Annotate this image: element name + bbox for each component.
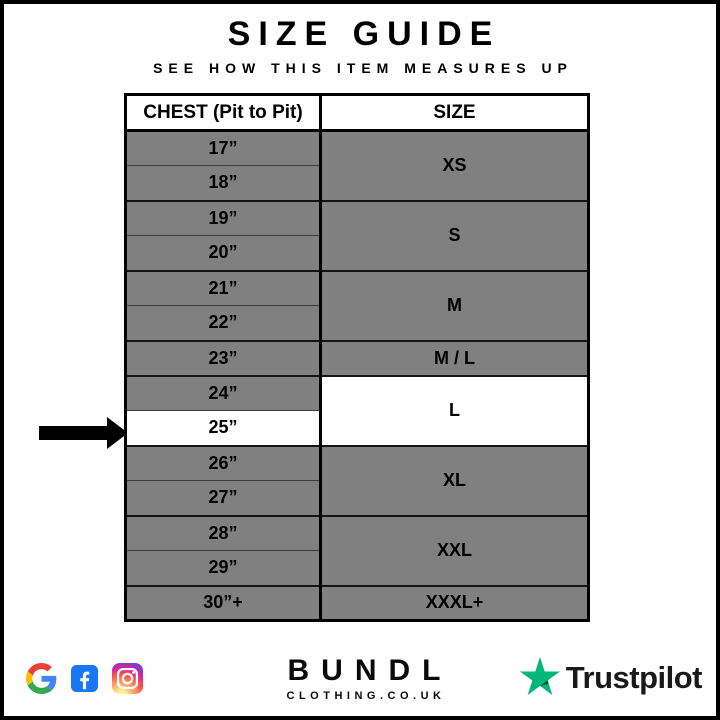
table-row xyxy=(126,131,589,166)
brand-tagline: CLOTHING.CO.UK xyxy=(286,690,446,702)
page-subtitle: SEE HOW THIS ITEM MEASURES UP xyxy=(153,60,573,76)
size-cell: M xyxy=(321,271,589,341)
social-icons xyxy=(26,663,143,694)
row-indicator-arrow xyxy=(39,417,128,449)
chest-measurement-cell: 22” xyxy=(126,306,321,341)
chest-measurement-cell: 26” xyxy=(126,446,321,481)
size-cell: L xyxy=(321,376,589,446)
table-row xyxy=(126,376,589,411)
size-cell: XL xyxy=(321,446,589,516)
arrow-shaft xyxy=(39,426,109,440)
chest-measurement-cell: 21” xyxy=(126,271,321,306)
footer xyxy=(26,650,702,706)
size-guide-table xyxy=(124,93,590,622)
chest-measurement-cell: 29” xyxy=(126,551,321,586)
table-row xyxy=(126,446,589,481)
size-cell: XXL xyxy=(321,516,589,586)
trustpilot-star-icon xyxy=(520,657,560,700)
size-cell: S xyxy=(321,201,589,271)
table-row xyxy=(126,201,589,236)
chest-measurement-cell: 24” xyxy=(126,376,321,411)
chest-measurement-cell: 17” xyxy=(126,131,321,166)
table-row xyxy=(126,271,589,306)
page-title: SIZE GUIDE xyxy=(227,15,501,53)
table-header-row xyxy=(126,95,589,131)
chest-measurement-cell: 18” xyxy=(126,166,321,201)
facebook-icon xyxy=(71,665,98,692)
size-cell: M / L xyxy=(321,341,589,376)
table-row xyxy=(126,341,589,376)
chest-measurement-cell: 23” xyxy=(126,341,321,376)
chest-measurement-cell: 28” xyxy=(126,516,321,551)
size-cell: XXXL+ xyxy=(321,586,589,621)
brand-name: BUNDL xyxy=(287,654,453,687)
chest-measurement-cell: 19” xyxy=(126,201,321,236)
chest-measurement-cell: 20” xyxy=(126,236,321,271)
table-row xyxy=(126,516,589,551)
column-header-size: SIZE xyxy=(321,95,589,131)
trustpilot-logo xyxy=(520,657,702,700)
size-cell: XS xyxy=(321,131,589,201)
google-icon xyxy=(26,663,57,694)
column-header-chest: CHEST (Pit to Pit) xyxy=(126,95,321,131)
chest-measurement-cell: 27” xyxy=(126,481,321,516)
instagram-icon xyxy=(112,663,143,694)
table-row xyxy=(126,586,589,621)
chest-measurement-cell: 25” xyxy=(126,411,321,446)
trustpilot-label: Trustpilot xyxy=(565,660,702,695)
chest-measurement-cell: 30”+ xyxy=(126,586,321,621)
